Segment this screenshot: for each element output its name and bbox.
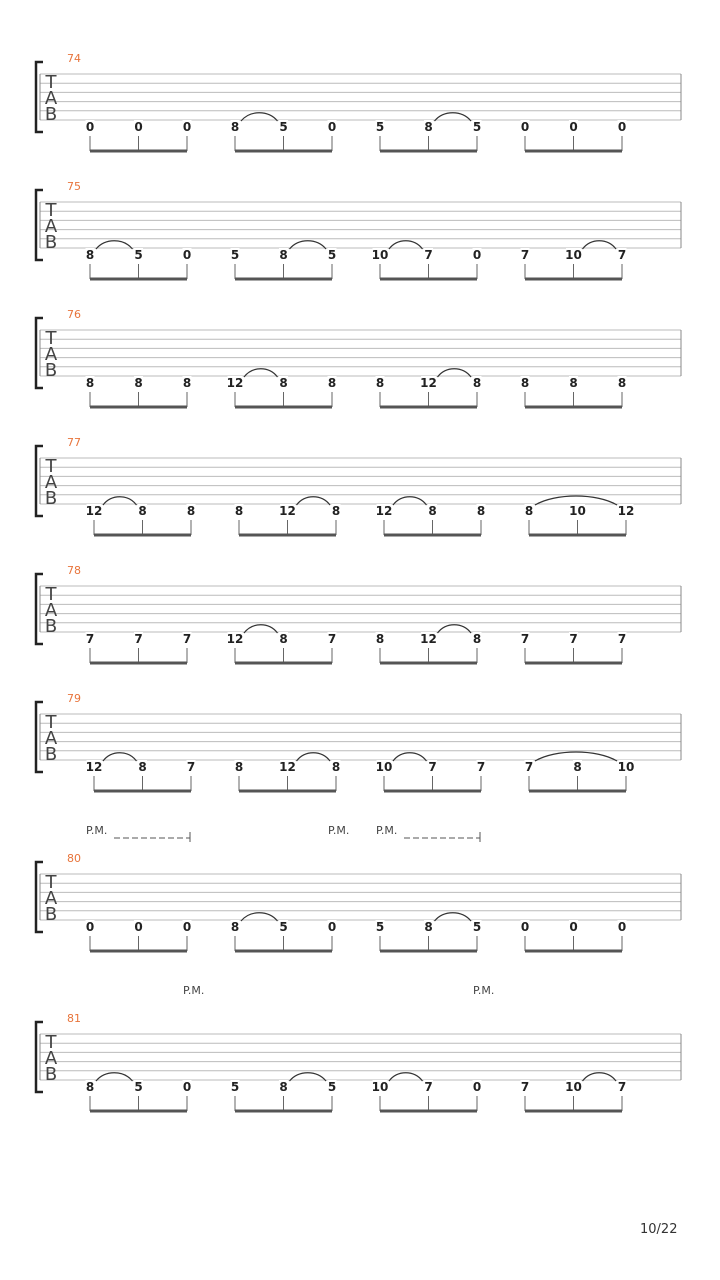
fret-number: 0 [520,920,530,934]
beat-group [372,1073,482,1113]
fret-number: 0 [182,248,192,262]
beat-group [231,241,337,281]
beam [525,950,622,953]
beam [90,662,187,665]
fret-number: 7 [476,760,486,774]
beat-group [227,369,337,409]
measure-number: 76 [67,308,81,321]
fret-number: 0 [327,120,337,134]
measure-number: 80 [67,852,81,865]
fret-number: 10 [565,248,582,262]
beam [529,790,626,793]
tab-clef-letter: T [45,1032,57,1053]
beat-group [86,376,192,409]
beam [384,790,481,793]
fret-number: 12 [375,504,393,518]
fret-number: 8 [279,248,288,262]
fret-number: 7 [520,1080,530,1094]
beat-group [376,497,486,537]
fret-number: 8 [472,632,482,646]
fret-number: 5 [279,120,288,134]
fret-number: 12 [226,632,244,646]
fret-number: 0 [182,120,192,134]
palm-mute-label: P.M. [86,824,108,837]
beam [525,150,622,153]
beam [94,534,191,537]
tab-clef-letter: A [44,88,58,109]
fret-number: 8 [375,376,385,390]
beam [90,406,187,409]
fret-number: 5 [375,120,385,134]
fret-number: 0 [472,248,482,262]
beam [380,1110,477,1113]
palm-mute-label: P.M. [473,984,495,997]
tab-system [36,824,681,953]
beam [529,534,626,537]
beam [239,790,336,793]
tab-system [36,692,681,793]
fret-number: 0 [472,1080,482,1094]
fret-number: 7 [617,1080,627,1094]
beam [90,1110,187,1113]
fret-number: 5 [327,1080,337,1094]
tab-system [36,564,681,665]
tab-clef-letter: B [44,232,58,253]
beam [525,662,622,665]
tab-clef-letter: A [44,472,58,493]
beat-group [521,920,627,953]
fret-number: 5 [472,920,482,934]
palm-mute-label: P.M. [183,984,205,997]
tab-clef-letter: A [44,344,58,365]
fret-number: 8 [331,760,341,774]
beat-group [86,753,196,793]
beam [380,150,477,153]
fret-number: 7 [524,760,534,774]
fret-number: 0 [617,920,627,934]
tab-clef-letter: T [45,712,57,733]
fret-number: 7 [428,760,437,774]
beat-group [521,376,627,409]
fret-number: 0 [569,120,578,134]
fret-number: 12 [617,504,635,518]
fret-number: 8 [279,1080,288,1094]
fret-number: 8 [182,376,192,390]
tab-system [36,436,681,537]
tab-clef-letter: A [44,216,58,237]
fret-number: 0 [134,120,143,134]
beat-group [525,496,635,537]
measure-number: 74 [67,52,81,65]
tab-clef-letter: B [44,360,58,381]
tab-clef-letter: T [45,584,57,605]
tab-system [36,52,681,153]
fret-number: 0 [182,1080,192,1094]
beat-group [521,1073,627,1113]
beat-group [376,913,482,953]
beat-group [86,920,192,953]
beat-group [227,625,337,665]
beat-group [235,497,341,537]
measure-number: 78 [67,564,81,577]
fret-number: 7 [520,248,530,262]
fret-number: 10 [565,1080,582,1094]
fret-number: 0 [134,920,143,934]
fret-number: 5 [472,120,482,134]
beam [235,406,332,409]
fret-number: 7 [520,632,530,646]
tab-clef-letter: A [44,888,58,909]
fret-number: 12 [279,760,296,774]
beat-group [231,113,337,153]
fret-number: 8 [85,248,95,262]
fret-number: 8 [279,376,288,390]
tab-clef-letter: B [44,488,58,509]
beam [380,278,477,281]
beat-group [376,753,486,793]
fret-number: 12 [420,632,437,646]
fret-number: 10 [375,760,393,774]
beat-group [376,369,482,409]
beat-group [235,753,341,793]
fret-number: 10 [617,760,635,774]
fret-number: 12 [279,504,296,518]
fret-number: 8 [476,504,486,518]
beam [235,1110,332,1113]
fret-number: 8 [85,376,95,390]
fret-number: 8 [327,376,337,390]
tab-clef-letter: B [44,1064,58,1085]
fret-number: 10 [371,1080,389,1094]
fret-number: 8 [234,504,244,518]
tab-clef-letter: T [45,200,57,221]
beat-group [525,752,635,793]
fret-number: 8 [279,632,288,646]
tab-system [36,984,681,1113]
fret-number: 12 [226,376,244,390]
beat-group [376,625,482,665]
fret-number: 8 [424,920,433,934]
fret-number: 0 [520,120,530,134]
fret-number: 7 [424,248,433,262]
tab-clef-letter: T [45,872,57,893]
beam [380,950,477,953]
fret-number: 0 [85,920,95,934]
fret-number: 8 [472,376,482,390]
beam [525,1110,622,1113]
beat-group [372,241,482,281]
beam [239,534,336,537]
fret-number: 8 [230,120,240,134]
tab-clef-letter: A [44,728,58,749]
tab-clef-letter: T [45,328,57,349]
fret-number: 7 [569,632,578,646]
tab-clef-letter: A [44,1048,58,1069]
fret-number: 5 [134,1080,143,1094]
beam [94,790,191,793]
beam [235,150,332,153]
measure-number: 81 [67,1012,81,1025]
fret-number: 7 [182,632,192,646]
fret-number: 12 [85,504,103,518]
fret-number: 8 [375,632,385,646]
fret-number: 0 [327,920,337,934]
fret-number: 8 [617,376,627,390]
beat-group [86,497,196,537]
measure-number: 77 [67,436,81,449]
fret-number: 8 [138,760,147,774]
fret-number: 7 [327,632,337,646]
fret-number: 5 [230,1080,240,1094]
fret-number: 8 [428,504,437,518]
fret-number: 5 [375,920,385,934]
tab-clef-letter: A [44,600,58,621]
palm-mute-label: P.M. [376,824,398,837]
fret-number: 7 [424,1080,433,1094]
fret-number: 8 [520,376,530,390]
beam [380,406,477,409]
palm-mute-label: P.M. [328,824,350,837]
tab-clef-letter: B [44,904,58,925]
beat-group [231,913,337,953]
beam [525,278,622,281]
fret-number: 0 [569,920,578,934]
fret-number: 8 [569,376,578,390]
beam [90,950,187,953]
fret-number: 8 [186,504,196,518]
beam [90,150,187,153]
tab-clef-letter: T [45,456,57,477]
beat-group [86,1073,192,1113]
measure-number: 75 [67,180,81,193]
fret-number: 8 [524,504,534,518]
beat-group [86,632,192,665]
fret-number: 10 [371,248,389,262]
fret-number: 12 [420,376,437,390]
fret-number: 0 [85,120,95,134]
beat-group [521,241,627,281]
fret-number: 7 [85,632,95,646]
fret-number: 8 [573,760,582,774]
fret-number: 7 [186,760,196,774]
fret-number: 8 [234,760,244,774]
beam [384,534,481,537]
tab-clef-letter: B [44,744,58,765]
beam [380,662,477,665]
fret-number: 5 [134,248,143,262]
beat-group [86,120,192,153]
tab-clef-letter: T [45,72,57,93]
tab-clef-letter: B [44,104,58,125]
fret-number: 5 [279,920,288,934]
fret-number: 12 [85,760,103,774]
beat-group [521,632,627,665]
beam [235,950,332,953]
fret-number: 8 [230,920,240,934]
fret-number: 0 [617,120,627,134]
tab-clef-letter: B [44,616,58,637]
fret-number: 5 [230,248,240,262]
fret-number: 0 [182,920,192,934]
fret-number: 8 [138,504,147,518]
beat-group [86,241,192,281]
page-number: 10/22 [640,1222,678,1237]
fret-number: 10 [569,504,586,518]
fret-number: 7 [617,248,627,262]
fret-number: 8 [331,504,341,518]
beat-group [376,113,482,153]
beat-group [521,120,627,153]
fret-number: 5 [327,248,337,262]
tab-system [36,180,681,281]
tab-system [36,308,681,409]
beam [235,662,332,665]
measure-number: 79 [67,692,81,705]
fret-number: 7 [617,632,627,646]
beam [90,278,187,281]
beam [235,278,332,281]
fret-number: 8 [424,120,433,134]
beam [525,406,622,409]
beat-group [231,1073,337,1113]
fret-number: 7 [134,632,143,646]
fret-number: 8 [134,376,143,390]
fret-number: 8 [85,1080,95,1094]
